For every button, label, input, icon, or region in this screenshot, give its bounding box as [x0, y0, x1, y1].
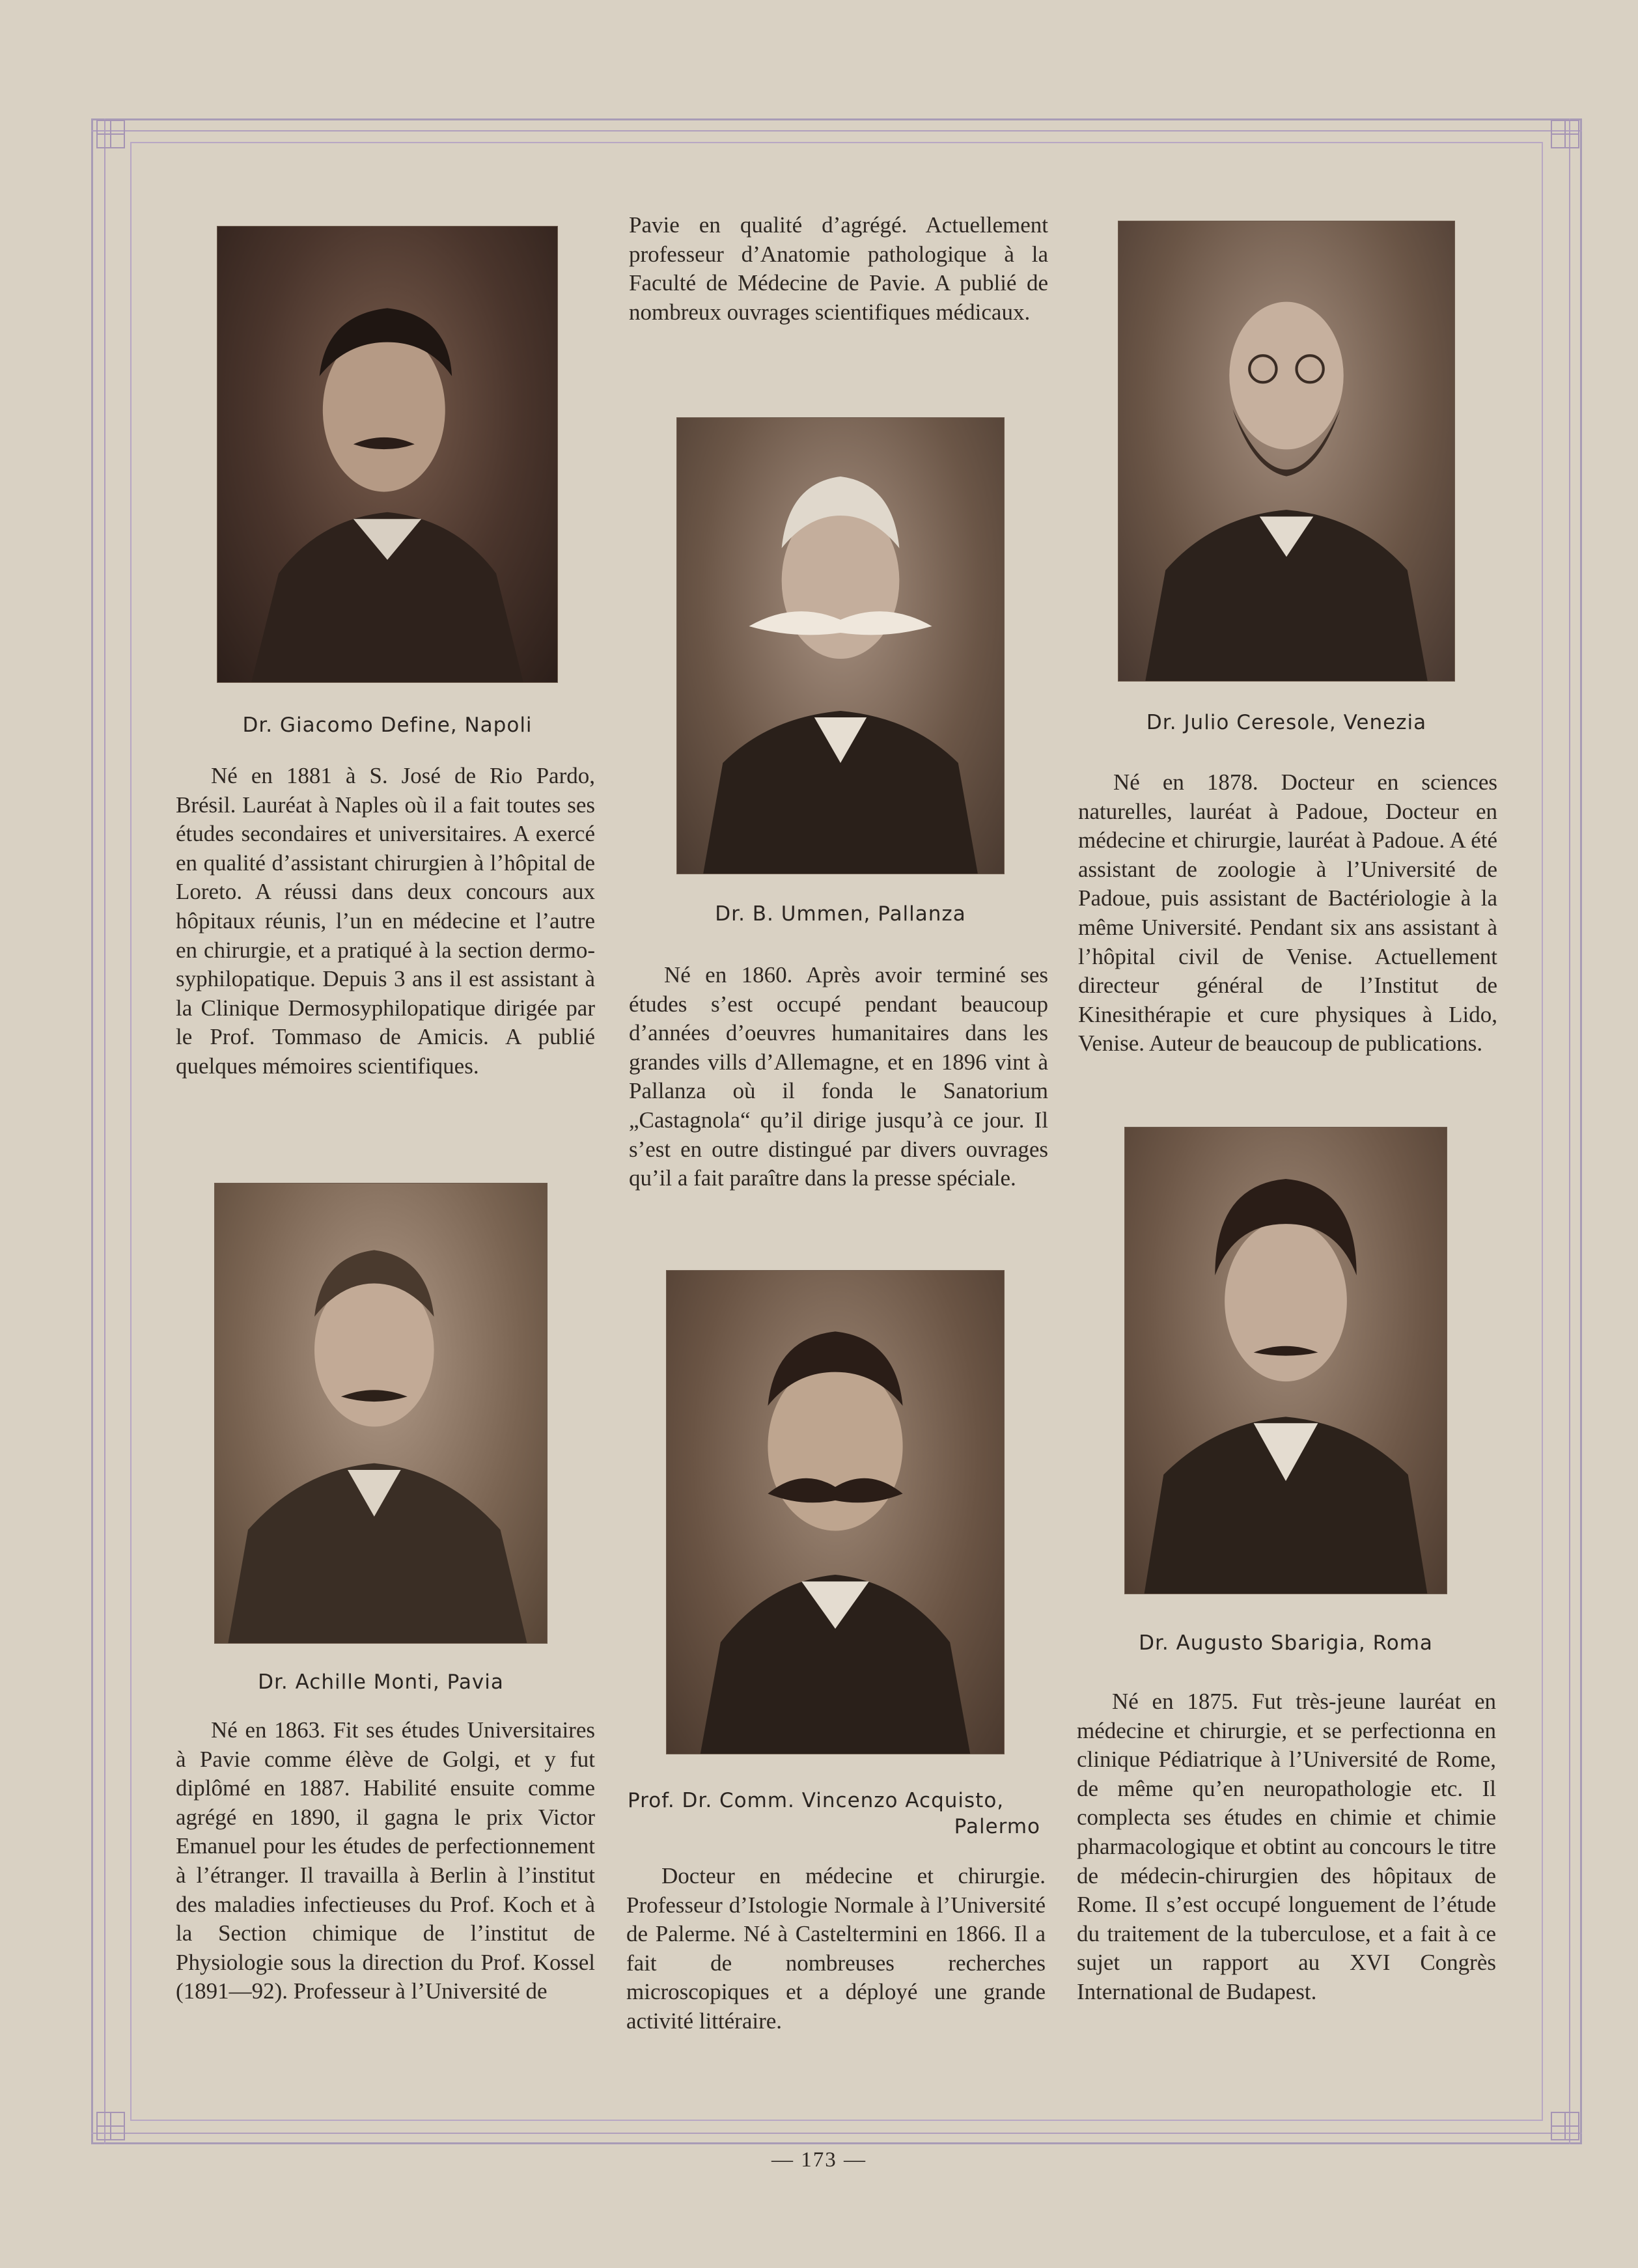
portrait-photo-ummen [677, 418, 1004, 874]
caption-acquisto-name: Prof. Dr. Comm. Vincenzo Acquisto, [628, 1789, 1005, 1812]
bio-continuation-text: Pavie en qualité d’agrégé. Actuellement professeur d’Anatomie pathologique à la Faculté de Médecine de Pavie. A publié de nombreux ouvrages scientifiques médicaux. [629, 212, 1048, 325]
portrait-photo-ceresole [1118, 221, 1454, 681]
caption-acquisto [628, 1789, 1040, 1838]
corner-ornament-top-right [1551, 120, 1579, 148]
bio-define-text: Né en 1881 à S. José de Rio Pardo, Brésil. Lauréat à Naples où il a fait toutes ses études secondaires et universitaires. A exercé en qualité d’assistant chirurgien à l’hôpital de Loreto. A réussi dans deux concours aux hôpitaux réunis, l’un en médecine et l’autre en chirurgie, et a pratiqué à la section dermo-syphilopatique. Depuis 3 ans il est assistant à la Clinique Dermosyphilopatique dirigée par le Prof. Tommaso de Amicis. A publié quelques mémoires scientifiques. [176, 763, 595, 1079]
right-rule [1569, 118, 1570, 2144]
caption-ummen: Dr. B. Ummen, Pallanza [715, 902, 966, 926]
bio-ceresole [1078, 768, 1497, 1058]
left-rule [104, 118, 105, 2144]
caption-sbarigia: Dr. Augusto Sbarigia, Roma [1139, 1631, 1433, 1655]
bottom-rule [91, 2133, 1582, 2134]
corner-ornament-bottom-left [96, 2112, 125, 2140]
bio-continuation-monti [629, 211, 1048, 327]
caption-define: Dr. Giacomo Define, Napoli [242, 713, 533, 737]
portrait-photo-sbarigia [1125, 1127, 1447, 1594]
bio-sbarigia-text: Né en 1875. Fut très-jeune lauréat en médecine et chirurgie, et se perfectionna en clinique Pédiatrique à l’Université de Rome, de même qu’en neuropathologie etc. Il complecta ses études en chimie et chimie pharmacologique et obtint au concours le titre de médecin-chirurgien des hôpitaux de Rome. Il s’est occupé longuement de l’étude du traitement de la tuberculose, et a fait à ce sujet un rapport au XVI Congrès International de Budapest. [1077, 1689, 1496, 2004]
bio-monti-text: Né en 1863. Fit ses études Universitaires à Pavie comme élève de Golgi, et y fut diplômé en 1887. Habilité ensuite comme agrégé en 1890, il gagna le prix Victor Emanuel pour les études de perfectionnement à l’étranger. Il travailla à Berlin à l’institut des maladies infectieuses du Prof. Koch et à la Section chimique de l’institut de Physiologie sous la direction du Prof. Kossel (1891—92). Professeur à l’Université de [176, 1717, 595, 2004]
bio-ummen [629, 961, 1048, 1193]
corner-ornament-top-left [96, 120, 125, 148]
bio-ceresole-text: Né en 1878. Docteur en sciences naturelles, lauréat à Padoue, Docteur en médecine et chirurgie, lauréat à Padoue. A été assistant de zoologie à l’Université de Padoue, puis assistant de Bactériologie à la même Université. Pendant six ans assistant à l’hôpital civil de Venise. Actuellement directeur général de l’Institut de Kinesithérapie et cure physiques à Lido, Venise. Auteur de beaucoup de publications. [1078, 769, 1497, 1057]
bio-ummen-text: Né en 1860. Après avoir terminé ses études s’est occupé pendant beaucoup d’années d’oeuvres humanitaires dans les grandes vills d’Allemagne, et en 1896 vint à Pallanza où il fonda le Sanatorium „Castagnola“ qu’il dirige jusqu’à ce jour. Il s’est en outre distingué par divers ouvrages qu’il a fait paraître dans la presse spéciale. [629, 962, 1048, 1191]
caption-monti: Dr. Achille Monti, Pavia [258, 1670, 504, 1694]
portrait-photo-define [217, 227, 557, 682]
bio-sbarigia [1077, 1687, 1496, 2007]
portrait-photo-monti [215, 1183, 547, 1643]
bio-monti [176, 1716, 595, 2006]
top-rule [91, 130, 1582, 131]
caption-acquisto-city: Palermo [954, 1815, 1040, 1838]
portrait-photo-acquisto [667, 1271, 1004, 1754]
caption-ceresole: Dr. Julio Ceresole, Venezia [1146, 711, 1427, 734]
corner-ornament-bottom-right [1551, 2112, 1579, 2140]
bio-define [176, 762, 595, 1081]
bio-acquisto [626, 1862, 1046, 2036]
bio-acquisto-text: Docteur en médecine et chirurgie. Professeur d’Istologie Normale à l’Université de Palerme. Né à Casteltermini en 1866. Il a fait de nombreuses recherches microscopiques et a déployé une grande activité littéraire. [626, 1863, 1046, 2034]
page-number: — 173 — [771, 2148, 867, 2172]
